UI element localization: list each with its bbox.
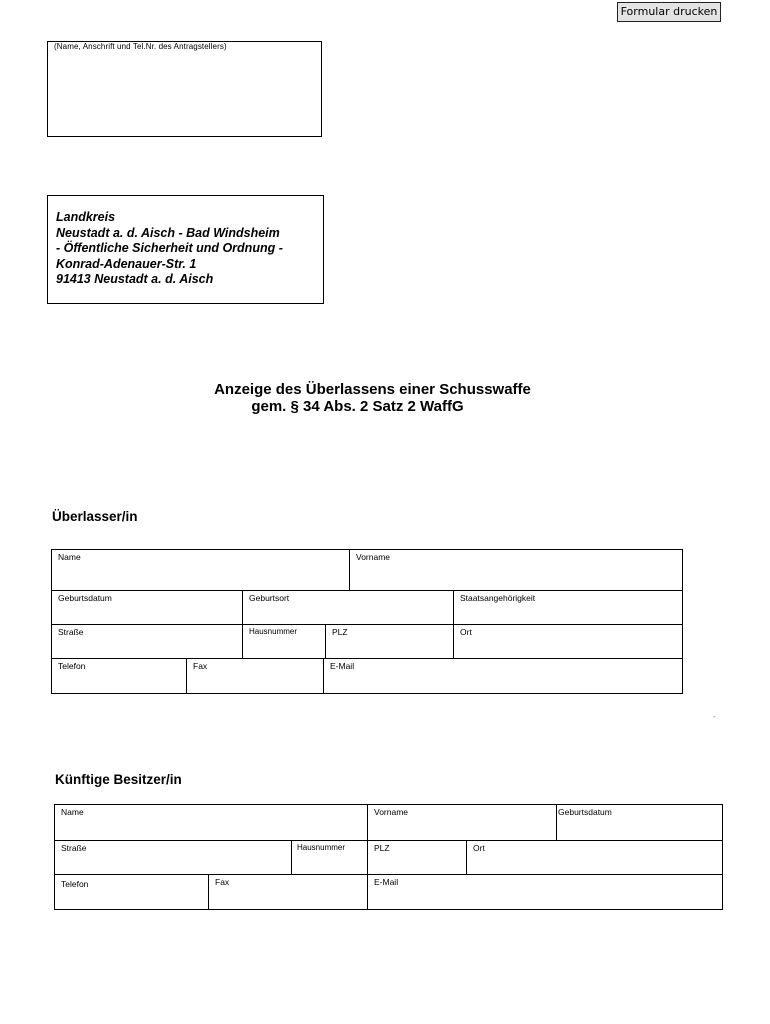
document-title xyxy=(0,381,745,415)
recipient-line: Landkreis xyxy=(56,210,116,224)
transferor-staatsangehoerigkeit-field[interactable] xyxy=(454,591,682,624)
field-label: Telefon xyxy=(58,661,86,671)
field-label: Straße xyxy=(61,843,87,853)
new-owner-ort-field[interactable] xyxy=(467,841,722,874)
applicant-address-field[interactable] xyxy=(47,41,322,137)
transferor-email-field[interactable] xyxy=(324,659,682,693)
transferor-geburtsort-field[interactable] xyxy=(243,591,453,624)
field-label: Fax xyxy=(193,661,208,671)
field-label: Telefon xyxy=(61,879,89,889)
field-label: PLZ xyxy=(374,843,390,853)
transferor-name-field[interactable] xyxy=(52,550,349,590)
recipient-line: Neustadt a. d. Aisch - Bad Windsheim xyxy=(56,225,280,240)
field-label: Geburtsdatum xyxy=(558,807,612,817)
field-label: Name xyxy=(58,552,81,562)
transferor-heading: Überlasser/in xyxy=(52,509,138,524)
applicant-address-hint: (Name, Anschrift und Tel.Nr. des Antragstellers) xyxy=(54,42,227,51)
print-form-button[interactable]: Formular drucken xyxy=(617,2,721,22)
transferor-geburtsdatum-field[interactable] xyxy=(52,591,242,624)
stray-mark: - xyxy=(713,712,716,721)
field-label: Ort xyxy=(460,627,472,637)
new-owner-geburtsdatum-field[interactable] xyxy=(557,805,722,840)
transferor-ort-field[interactable] xyxy=(454,625,682,658)
field-label: Fax xyxy=(215,877,230,887)
new-owner-name-field[interactable] xyxy=(55,805,367,840)
field-label: Straße xyxy=(58,627,84,637)
new-owner-heading: Künftige Besitzer/in xyxy=(55,772,182,787)
new-owner-plz-field[interactable] xyxy=(368,841,466,874)
transferor-plz-field[interactable] xyxy=(326,625,453,658)
transferor-hausnummer-field[interactable] xyxy=(243,625,325,658)
field-label: Ort xyxy=(473,843,485,853)
field-label: Geburtsort xyxy=(249,593,290,603)
field-label: Hausnummer xyxy=(249,627,298,636)
field-label: Hausnummer xyxy=(297,843,346,852)
transferor-strasse-field[interactable] xyxy=(52,625,242,658)
new-owner-fax-field[interactable] xyxy=(209,875,367,909)
field-label: Vorname xyxy=(356,552,391,562)
new-owner-hausnummer-field[interactable] xyxy=(292,841,367,874)
field-label: Staatsangehörigkeit xyxy=(460,593,536,603)
recipient-address xyxy=(47,195,324,304)
field-label: Name xyxy=(61,807,84,817)
field-label: E-Mail xyxy=(330,661,355,671)
new-owner-vorname-field[interactable] xyxy=(368,805,556,840)
transferor-fax-field[interactable] xyxy=(187,659,323,693)
field-label: Vorname xyxy=(374,807,409,817)
new-owner-telefon-field[interactable] xyxy=(55,875,208,909)
recipient-line: - Öffentliche Sicherheit und Ordnung - xyxy=(56,241,283,255)
transferor-telefon-field[interactable] xyxy=(52,659,186,693)
new-owner-strasse-field[interactable] xyxy=(55,841,291,874)
field-label: PLZ xyxy=(332,627,348,637)
field-label: E-Mail xyxy=(374,877,399,887)
new-owner-email-field[interactable] xyxy=(368,875,722,909)
document-title-line-2: gem. § 34 Abs. 2 Satz 2 WaffG xyxy=(251,398,464,415)
transferor-table xyxy=(51,549,683,694)
recipient-line: Konrad-Adenauer-Str. 1 xyxy=(56,256,197,271)
recipient-line: 91413 Neustadt a. d. Aisch xyxy=(56,272,214,286)
field-label: Geburtsdatum xyxy=(58,593,112,603)
new-owner-table xyxy=(54,804,723,910)
document-title-line-1: Anzeige des Überlassens einer Schusswaffe xyxy=(214,381,531,398)
transferor-vorname-field[interactable] xyxy=(350,550,682,590)
